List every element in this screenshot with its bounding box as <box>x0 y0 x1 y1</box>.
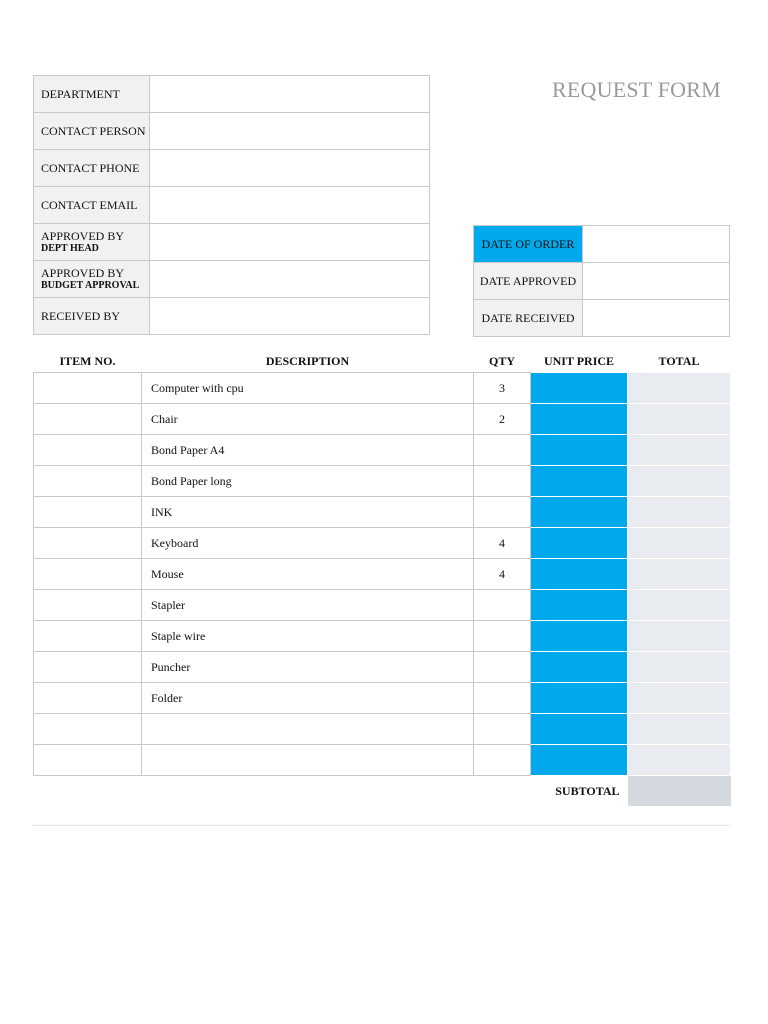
items-header-row <box>34 350 731 373</box>
qty-cell[interactable] <box>474 590 531 621</box>
unit-price-cell[interactable] <box>531 714 628 745</box>
qty-cell[interactable]: 3 <box>474 373 531 404</box>
date-of-order-field[interactable] <box>583 226 730 263</box>
description-cell[interactable]: Keyboard <box>142 528 474 559</box>
dates-table <box>473 225 730 337</box>
items-table <box>33 350 731 806</box>
total-cell[interactable] <box>628 714 731 745</box>
table-row <box>34 652 731 683</box>
item-no-cell[interactable] <box>34 683 142 714</box>
request-info-table <box>33 75 430 335</box>
description-cell[interactable]: Staple wire <box>142 621 474 652</box>
table-row <box>34 373 731 404</box>
table-row <box>34 683 731 714</box>
table-row <box>34 745 731 776</box>
total-cell[interactable] <box>628 621 731 652</box>
item-no-cell[interactable] <box>34 714 142 745</box>
subtotal-field[interactable] <box>628 776 731 807</box>
table-row <box>34 621 731 652</box>
qty-header: QTY <box>488 353 515 368</box>
qty-cell[interactable]: 4 <box>474 528 531 559</box>
table-row <box>34 466 731 497</box>
table-row <box>34 590 731 621</box>
table-row <box>34 559 731 590</box>
date-approved-label: DATE APPROVED <box>474 263 583 300</box>
item-no-cell[interactable] <box>34 621 142 652</box>
qty-cell[interactable] <box>474 745 531 776</box>
unit-price-cell[interactable] <box>531 373 628 404</box>
info-row-approved-budget <box>34 261 430 298</box>
qty-cell[interactable] <box>474 435 531 466</box>
unit-price-cell[interactable] <box>531 466 628 497</box>
item-no-cell[interactable] <box>34 404 142 435</box>
unit-price-cell[interactable] <box>531 435 628 466</box>
total-cell[interactable] <box>628 435 731 466</box>
approved-by-budget-label: APPROVED BY BUDGET APPROVAL <box>34 261 150 298</box>
table-row <box>34 714 731 745</box>
unit-price-cell[interactable] <box>531 590 628 621</box>
info-row-contact-person <box>34 113 430 150</box>
approved-by-budget-field[interactable] <box>150 261 430 298</box>
info-row-received-by <box>34 298 430 335</box>
department-field[interactable] <box>150 76 430 113</box>
item-no-cell[interactable] <box>34 373 142 404</box>
total-cell[interactable] <box>628 652 731 683</box>
contact-phone-label: CONTACT PHONE <box>34 150 150 187</box>
date-received-label: DATE RECEIVED <box>474 300 583 337</box>
date-row-approved <box>474 263 730 300</box>
table-row <box>34 497 731 528</box>
item-no-cell[interactable] <box>34 745 142 776</box>
description-cell[interactable] <box>142 714 474 745</box>
qty-cell[interactable]: 4 <box>474 559 531 590</box>
qty-cell[interactable] <box>474 466 531 497</box>
contact-person-label: CONTACT PERSON <box>34 113 150 150</box>
page-title: REQUEST FORM <box>552 77 721 102</box>
item-no-cell[interactable] <box>34 528 142 559</box>
total-cell[interactable] <box>628 466 731 497</box>
description-cell[interactable]: Bond Paper long <box>142 466 474 497</box>
date-of-order-label: DATE OF ORDER <box>474 226 583 263</box>
qty-cell[interactable] <box>474 714 531 745</box>
total-cell[interactable] <box>628 404 731 435</box>
contact-phone-field[interactable] <box>150 150 430 187</box>
date-approved-field[interactable] <box>583 263 730 300</box>
total-cell[interactable] <box>628 590 731 621</box>
unit-price-header: UNIT PRICE <box>543 353 615 368</box>
qty-cell[interactable] <box>474 621 531 652</box>
unit-price-cell[interactable] <box>531 559 628 590</box>
contact-email-field[interactable] <box>150 187 430 224</box>
table-row <box>34 435 731 466</box>
received-by-field[interactable] <box>150 298 430 335</box>
item-no-cell[interactable] <box>34 559 142 590</box>
date-received-field[interactable] <box>583 300 730 337</box>
received-by-label: RECEIVED BY <box>34 298 150 335</box>
qty-cell[interactable] <box>474 497 531 528</box>
description-cell[interactable]: Puncher <box>142 652 474 683</box>
table-row <box>34 528 731 559</box>
total-cell[interactable] <box>628 497 731 528</box>
total-cell[interactable] <box>628 559 731 590</box>
total-cell[interactable] <box>628 528 731 559</box>
description-cell[interactable]: Chair <box>142 404 474 435</box>
info-row-contact-email <box>34 187 430 224</box>
description-cell[interactable]: Computer with cpu <box>142 373 474 404</box>
date-row-order <box>474 226 730 263</box>
total-header: TOTAL <box>658 353 700 368</box>
contact-person-field[interactable] <box>150 113 430 150</box>
description-cell[interactable]: Bond Paper A4 <box>142 435 474 466</box>
info-row-contact-phone <box>34 150 430 187</box>
description-cell[interactable] <box>142 745 474 776</box>
items-body <box>34 373 731 776</box>
description-cell[interactable]: Stapler <box>142 590 474 621</box>
unit-price-cell[interactable] <box>531 528 628 559</box>
item-no-cell[interactable] <box>34 590 142 621</box>
subtotal-spacer <box>34 776 531 807</box>
info-row-approved-dept-head <box>34 224 430 261</box>
description-header: DESCRIPTION <box>265 353 350 368</box>
unit-price-cell[interactable] <box>531 497 628 528</box>
subtotal-label: SUBTOTAL <box>555 783 620 798</box>
item-no-cell[interactable] <box>34 435 142 466</box>
unit-price-cell[interactable] <box>531 683 628 714</box>
total-cell[interactable] <box>628 745 731 776</box>
unit-price-cell[interactable] <box>531 652 628 683</box>
unit-price-cell[interactable] <box>531 745 628 776</box>
qty-cell[interactable] <box>474 683 531 714</box>
approved-by-dept-head-label: APPROVED BY DEPT HEAD <box>34 224 150 261</box>
department-label: DEPARTMENT <box>34 76 150 113</box>
table-row <box>34 404 731 435</box>
item-no-header: ITEM NO. <box>59 353 116 368</box>
description-cell[interactable]: INK <box>142 497 474 528</box>
total-cell[interactable] <box>628 373 731 404</box>
description-cell[interactable]: Folder <box>142 683 474 714</box>
qty-cell[interactable]: 2 <box>474 404 531 435</box>
subtotal-row <box>34 776 731 807</box>
description-cell[interactable]: Mouse <box>142 559 474 590</box>
total-cell[interactable] <box>628 683 731 714</box>
item-no-cell[interactable] <box>34 652 142 683</box>
unit-price-cell[interactable] <box>531 621 628 652</box>
item-no-cell[interactable] <box>34 466 142 497</box>
qty-cell[interactable] <box>474 652 531 683</box>
unit-price-cell[interactable] <box>531 404 628 435</box>
item-no-cell[interactable] <box>34 497 142 528</box>
approved-by-dept-head-field[interactable] <box>150 224 430 261</box>
date-row-received <box>474 300 730 337</box>
contact-email-label: CONTACT EMAIL <box>34 187 150 224</box>
info-row-department <box>34 76 430 113</box>
divider <box>33 825 730 826</box>
